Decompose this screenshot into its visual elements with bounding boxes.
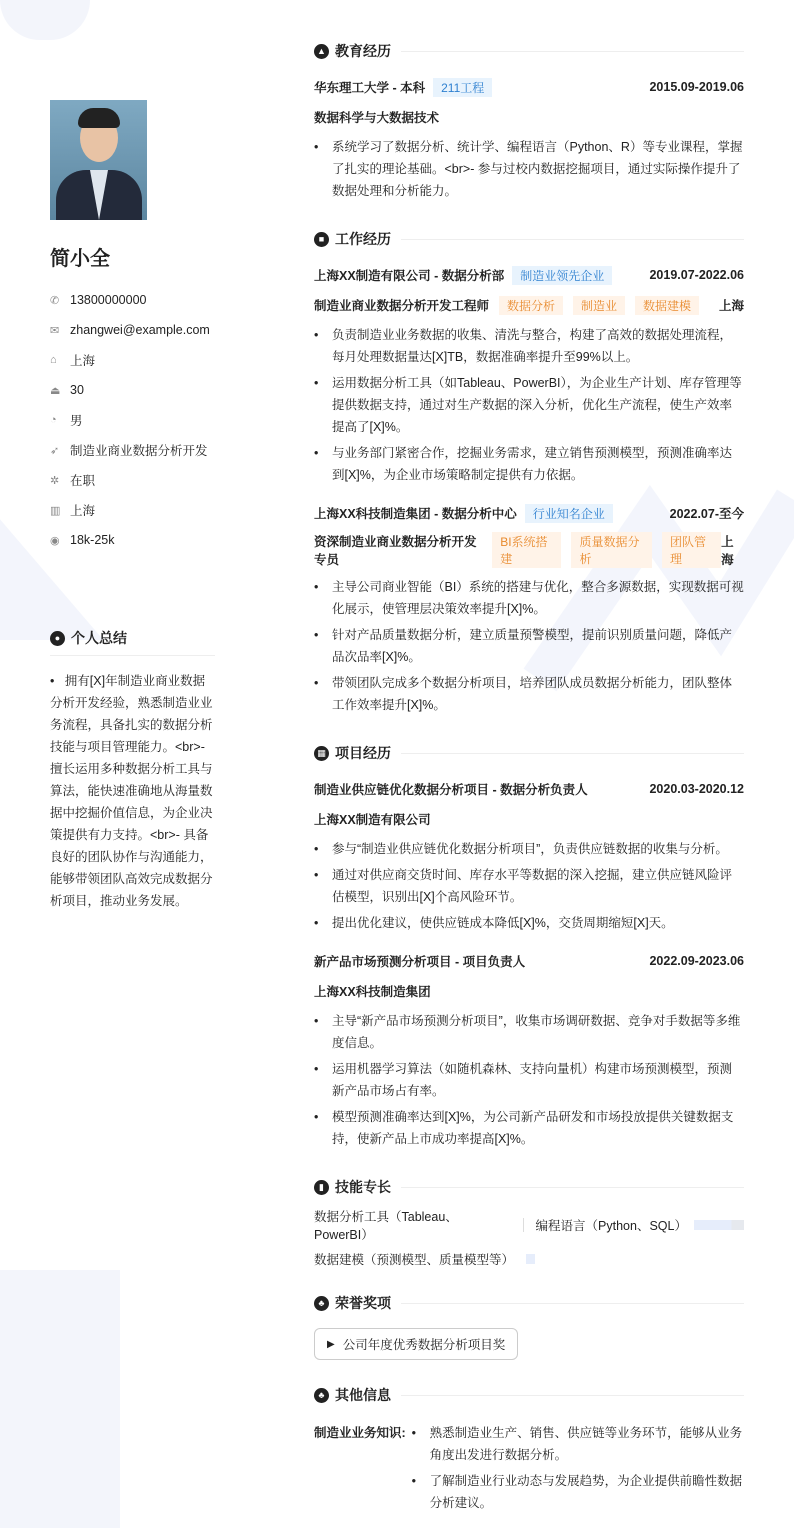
project-item: • 参与“制造业供应链优化数据分析项目”，负责供应链数据的收集与分析。 (314, 838, 744, 860)
skill-item: 编程语言（Python、SQL） (535, 1219, 687, 1233)
job-item: • 与业务部门紧密合作，挖掘业务需求，建立销售预测模型，预测准确率达到[X]%，为企业市场策略制定提供有力依据。 (314, 442, 744, 486)
other-label: 制造业业务知识: (314, 1426, 406, 1440)
project-name: 新产品市场预测分析项目 - 项目负责人 (314, 955, 526, 969)
other-item: • 熟悉制造业生产、销售、供应链等业务环节，能够从业务角度出发进行数据分析。 (412, 1422, 744, 1466)
company-tag: 行业知名企业 (525, 504, 613, 523)
grid-icon: ▦ (314, 746, 329, 761)
contact-item: ✉ zhangwei@example.com (50, 323, 210, 337)
phone-icon: ✆ (50, 294, 60, 307)
job-entry (314, 502, 744, 716)
project-item: • 通过对供应商交货时间、库存水平等数据的深入挖掘，建立供应链风险评估模型，识别出[X]个高风险环节。 (314, 864, 744, 908)
job-role: 制造业商业数据分析开发工程师 (314, 299, 490, 313)
home-icon: ⌂ (50, 354, 57, 366)
skill-tag: 数据分析 (499, 296, 563, 315)
contact-item: ◉ 18k-25k (50, 533, 115, 547)
skill-level-bar (526, 1254, 535, 1264)
skill-tag: BI系统搭建 (492, 532, 561, 568)
user-icon: ● (50, 631, 65, 646)
skill-tag: 质量数据分析 (571, 532, 652, 568)
briefcase-icon: ■ (314, 232, 329, 247)
skill-tag: 制造业 (573, 296, 625, 315)
project-entry (314, 950, 744, 1150)
company-name: 上海XX制造有限公司 - 数据分析部 (314, 269, 505, 283)
skills-heading: ▮ 技能专长 (314, 1176, 744, 1198)
summary-heading: ● 个人总结 (50, 627, 215, 656)
candidate-name: 简小全 (50, 248, 110, 270)
awards-heading: ♣ 荣誉奖项 (314, 1292, 744, 1314)
bg-decoration (0, 1270, 120, 1528)
projects-heading: ▦ 项目经历 (314, 742, 744, 764)
skill-item: 数据分析工具（Tableau、PowerBI） (314, 1210, 458, 1242)
project-org: 上海XX制造有限公司 (314, 813, 431, 827)
job-date: 2022.07-至今 (669, 507, 744, 521)
school-name: 华东理工大学 - 本科 (314, 81, 426, 95)
project-name: 制造业供应链优化数据分析项目 - 数据分析负责人 (314, 783, 588, 797)
company-name: 上海XX科技制造集团 - 数据分析中心 (314, 507, 517, 521)
contact-item: ✆ 13800000000 (50, 293, 147, 307)
contact-item: ▥ 上海 (50, 504, 96, 518)
skill-item: 数据建模（预测模型、质量模型等） (314, 1253, 515, 1267)
job-city: 上海 (721, 535, 734, 567)
job-item: • 运用数据分析工具（如Tableau、PowerBI），为企业生产计划、库存管理等提供数据支持，通过对生产数据的深入分析，优化生产流程，使生产效率提高了[X]%。 (314, 372, 744, 438)
cake-icon: ⏏ (50, 384, 61, 397)
contact-item: ⏏ 30 (50, 383, 84, 397)
contact-item: ◔ 男 (50, 414, 83, 428)
job-item: • 针对产品质量数据分析，建立质量预警模型，提前识别质量问题，降低产品次品率[X]%。 (314, 624, 744, 668)
work-heading: ■ 工作经历 (314, 228, 744, 250)
project-date: 2020.03-2020.12 (649, 782, 744, 796)
education-item: • 系统学习了数据分析、统计学、编程语言（Python、R）等专业课程，掌握了扎实的理论基础。<br>- 参与过校内数据挖掘项目，通过实际操作提升了数据处理和分析能力。 (314, 136, 744, 202)
job-role: 资深制造业商业数据分析开发专员 (314, 535, 477, 567)
status-icon: ✲ (50, 474, 60, 487)
skill-tag: 团队管理 (662, 532, 721, 568)
contact-item: ⌂ 上海 (50, 354, 96, 368)
job-item: • 带领团队完成多个数据分析项目，培养团队成员数据分析能力，团队整体工作效率提升[X]%。 (314, 672, 744, 716)
summary-text: • 拥有[X]年制造业商业数据分析开发经验，熟悉制造业业务流程，具备扎实的数据分析技能与项目管理能力。<br>- 擅长运用多种数据分析工具与算法，能快速准确地从海量数据中挖掘价值信息，为企业决策提供有力支持。<br>- 具备良好的团队协作与沟通能力，能够带领团队高效完成数据分析项目，推动业务发展。 (50, 674, 213, 908)
project-item: • 运用机器学习算法（如随机森林、支持向量机）构建市场预测模型，预测新产品市场占有率。 (314, 1058, 744, 1102)
major: 数据科学与大数据技术 (314, 111, 440, 125)
company-tag: 制造业领先企业 (512, 266, 612, 285)
job-item: • 负责制造业业务数据的收集、清洗与整合，构建了高效的数据处理流程，每月处理数据量达[X]TB，数据准确率提升至99%以上。 (314, 324, 744, 368)
building-icon: ▥ (50, 504, 61, 517)
bg-decoration (0, 0, 90, 40)
graduation-cap-icon: ▲ (314, 44, 329, 59)
job-date: 2019.07-2022.06 (649, 268, 744, 282)
contact-item: ➶ 制造业商业数据分析开发 (50, 444, 208, 458)
award-item[interactable]: ▶ 公司年度优秀数据分析项目奖 (314, 1328, 518, 1360)
salary-icon: ◉ (50, 534, 60, 547)
project-date: 2022.09-2023.06 (649, 954, 744, 968)
skill-tag: 数据建模 (635, 296, 699, 315)
mail-icon: ✉ (50, 324, 60, 337)
job-entry (314, 264, 744, 486)
main-content (314, 40, 744, 1518)
gender-icon: ◔ (50, 414, 57, 426)
job-city: 上海 (718, 299, 744, 313)
education-date: 2015.09-2019.06 (649, 80, 744, 94)
send-icon: ➶ (50, 444, 60, 457)
project-org: 上海XX科技制造集团 (314, 985, 431, 999)
project-item: • 提出优化建议，使供应链成本降低[X]%，交货周期缩短[X]天。 (314, 912, 744, 934)
info-icon: ♣ (314, 1388, 329, 1403)
sidebar (50, 100, 215, 912)
play-icon: ▶ (327, 1338, 335, 1350)
award-icon: ♣ (314, 1296, 329, 1311)
project-item: • 模型预测准确率达到[X]%，为公司新产品研发和市场投放提供关键数据支持，使新产品上市成功率提高[X]%。 (314, 1106, 744, 1150)
project-entry (314, 778, 744, 934)
school-tag: 211工程 (433, 78, 492, 97)
education-heading: ▲ 教育经历 (314, 40, 744, 62)
contact-item: ✲ 在职 (50, 474, 96, 488)
chart-icon: ▮ (314, 1180, 329, 1195)
other-heading: ♣ 其他信息 (314, 1384, 744, 1406)
job-item: • 主导公司商业智能（BI）系统的搭建与优化，整合多源数据，实现数据可视化展示，使管理层决策效率提升[X]%。 (314, 576, 744, 620)
project-item: • 主导“新产品市场预测分析项目”，收集市场调研数据、竞争对手数据等多维度信息。 (314, 1010, 744, 1054)
avatar-photo (50, 100, 147, 220)
other-item: • 了解制造业行业动态与发展趋势，为企业提供前瞻性数据分析建议。 (412, 1470, 744, 1514)
skill-level-bar (694, 1220, 744, 1230)
